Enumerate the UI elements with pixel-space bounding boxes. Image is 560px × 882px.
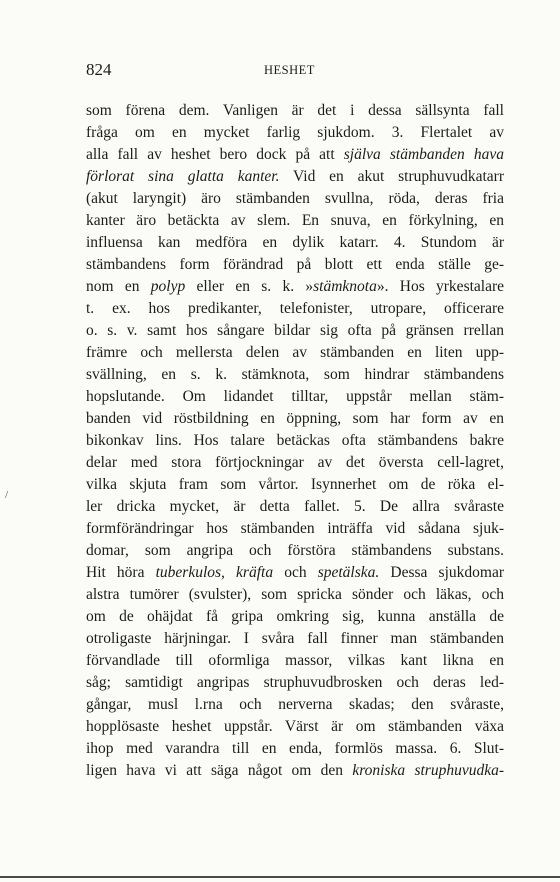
italic-text: kroniska struphuvudka- [352, 762, 504, 779]
text-line [86, 650, 504, 672]
text-segment: om de ohäjdat få gripa omkring sig, kunna anställa de [86, 608, 504, 625]
text-line [86, 276, 504, 298]
text-line [86, 144, 504, 166]
text-segment: t. ex. hos predikanter, telefonister, utropare, officerare [86, 300, 504, 317]
text-segment: nom en [86, 278, 151, 295]
italic-text: själva stämbanden hava [343, 146, 504, 163]
text-line [86, 232, 504, 254]
text-segment: hopplösaste heshet uppstår. Värst är om stämbanden växa [86, 718, 504, 735]
text-segment: otroligaste härjningar. I svåra fall finner man stämbanden [86, 630, 504, 647]
italic-text: stämknota [313, 278, 377, 295]
text-line [86, 496, 504, 518]
page-header [86, 60, 504, 82]
text-line [86, 210, 504, 232]
text-segment: ». Hos yrkestalare [376, 278, 504, 295]
text-segment: kanter äro betäckta av slem. En snuva, en förkylning, en [86, 212, 504, 229]
text-line [86, 166, 504, 188]
text-line [86, 738, 504, 760]
running-head: HESHET [264, 63, 315, 77]
text-segment: Dessa sjukdomar [379, 564, 504, 581]
text-segment: eller en s. k. » [185, 278, 314, 295]
scan-edge [0, 876, 560, 878]
text-line [86, 716, 504, 738]
text-line [86, 320, 504, 342]
text-segment: ihop med varandra till en enda, formlös massa. 6. Slut- [86, 740, 504, 757]
text-line [86, 430, 504, 452]
italic-text: förlorat sina glatta kanter. [86, 168, 280, 185]
text-segment: formförändringar hos stämbanden inträffa vid sådana sjuk- [86, 520, 504, 537]
text-segment: Vid en akut struphuvudkatarr [279, 168, 504, 185]
text-line [86, 760, 504, 782]
text-segment: alla fall av heshet bero dock på att [86, 146, 344, 163]
text-line [86, 298, 504, 320]
text-line [86, 100, 504, 122]
text-segment: Hit höra [86, 564, 156, 581]
text-segment: förvandlade till oformliga massor, vilkas kant likna en [86, 652, 504, 669]
text-segment: bikonkav lins. Hos talare betäckas ofta stämbandens bakre [86, 432, 504, 449]
text-line [86, 474, 504, 496]
text-segment: o. s. v. samt hos sångare bildar sig ofta på gränsen rrellan [86, 322, 504, 339]
text-segment: och [273, 564, 318, 581]
text-line [86, 672, 504, 694]
text-line [86, 518, 504, 540]
text-segment: (akut laryngit) äro stämbanden svullna, röda, deras fria [86, 190, 504, 207]
text-segment: vilka skjuta fram som vårtor. Isynnerhet om de röka el- [86, 476, 504, 493]
text-segment: främre och mellersta delen av stämbanden en liten upp- [86, 344, 504, 361]
text-segment: banden vid röstbildning en öppning, som har form av en [86, 410, 504, 427]
text-segment: fråga om en mycket farlig sjukdom. 3. Flertalet av [86, 124, 504, 141]
text-segment: ler dricka mycket, är detta fallet. 5. De allra svåraste [86, 498, 504, 515]
body-text [86, 100, 504, 782]
text-line [86, 694, 504, 716]
text-segment: influensa kan medföra en dylik katarr. 4. Stundom är [86, 234, 504, 251]
text-segment: svällning, en s. k. stämknota, som hindrar stämbandens [86, 366, 504, 383]
text-line [86, 386, 504, 408]
text-segment: ligen hava vi att säga något om den [86, 762, 353, 779]
text-segment: såg; samtidigt angripas struphuvudbrosken och deras led- [86, 674, 504, 691]
text-line [86, 254, 504, 276]
text-line [86, 188, 504, 210]
text-line [86, 562, 504, 584]
text-segment: hopslutande. Om lidandet tilltar, uppstår mellan stäm- [86, 388, 504, 405]
italic-text: tuberkulos, kräfta [155, 564, 274, 581]
text-segment: gångar, musl l.rna och nerverna skadas; den svåraste, [86, 696, 504, 713]
text-segment: som förena dem. Vanligen är det i dessa sällsynta fall [86, 102, 504, 119]
text-line [86, 584, 504, 606]
italic-text: spetälska. [317, 564, 380, 581]
text-line [86, 540, 504, 562]
text-line [86, 408, 504, 430]
page-number: 824 [86, 60, 112, 79]
margin-mark: / [5, 489, 9, 501]
text-line [86, 364, 504, 386]
text-segment: domar, som angripa och förstöra stämbandens substans. [86, 542, 504, 559]
text-segment: stämbandens form förändrad på blott ett enda ställe ge- [86, 256, 504, 273]
italic-text: polyp [150, 278, 186, 295]
text-segment: delar med stora förtjockningar av det översta cell-lagret, [86, 454, 504, 471]
text-line [86, 122, 504, 144]
text-line [86, 452, 504, 474]
text-line [86, 342, 504, 364]
text-segment: alstra tumörer (svulster), som spricka sönder och läkas, och [86, 586, 504, 603]
text-line [86, 606, 504, 628]
text-line [86, 628, 504, 650]
